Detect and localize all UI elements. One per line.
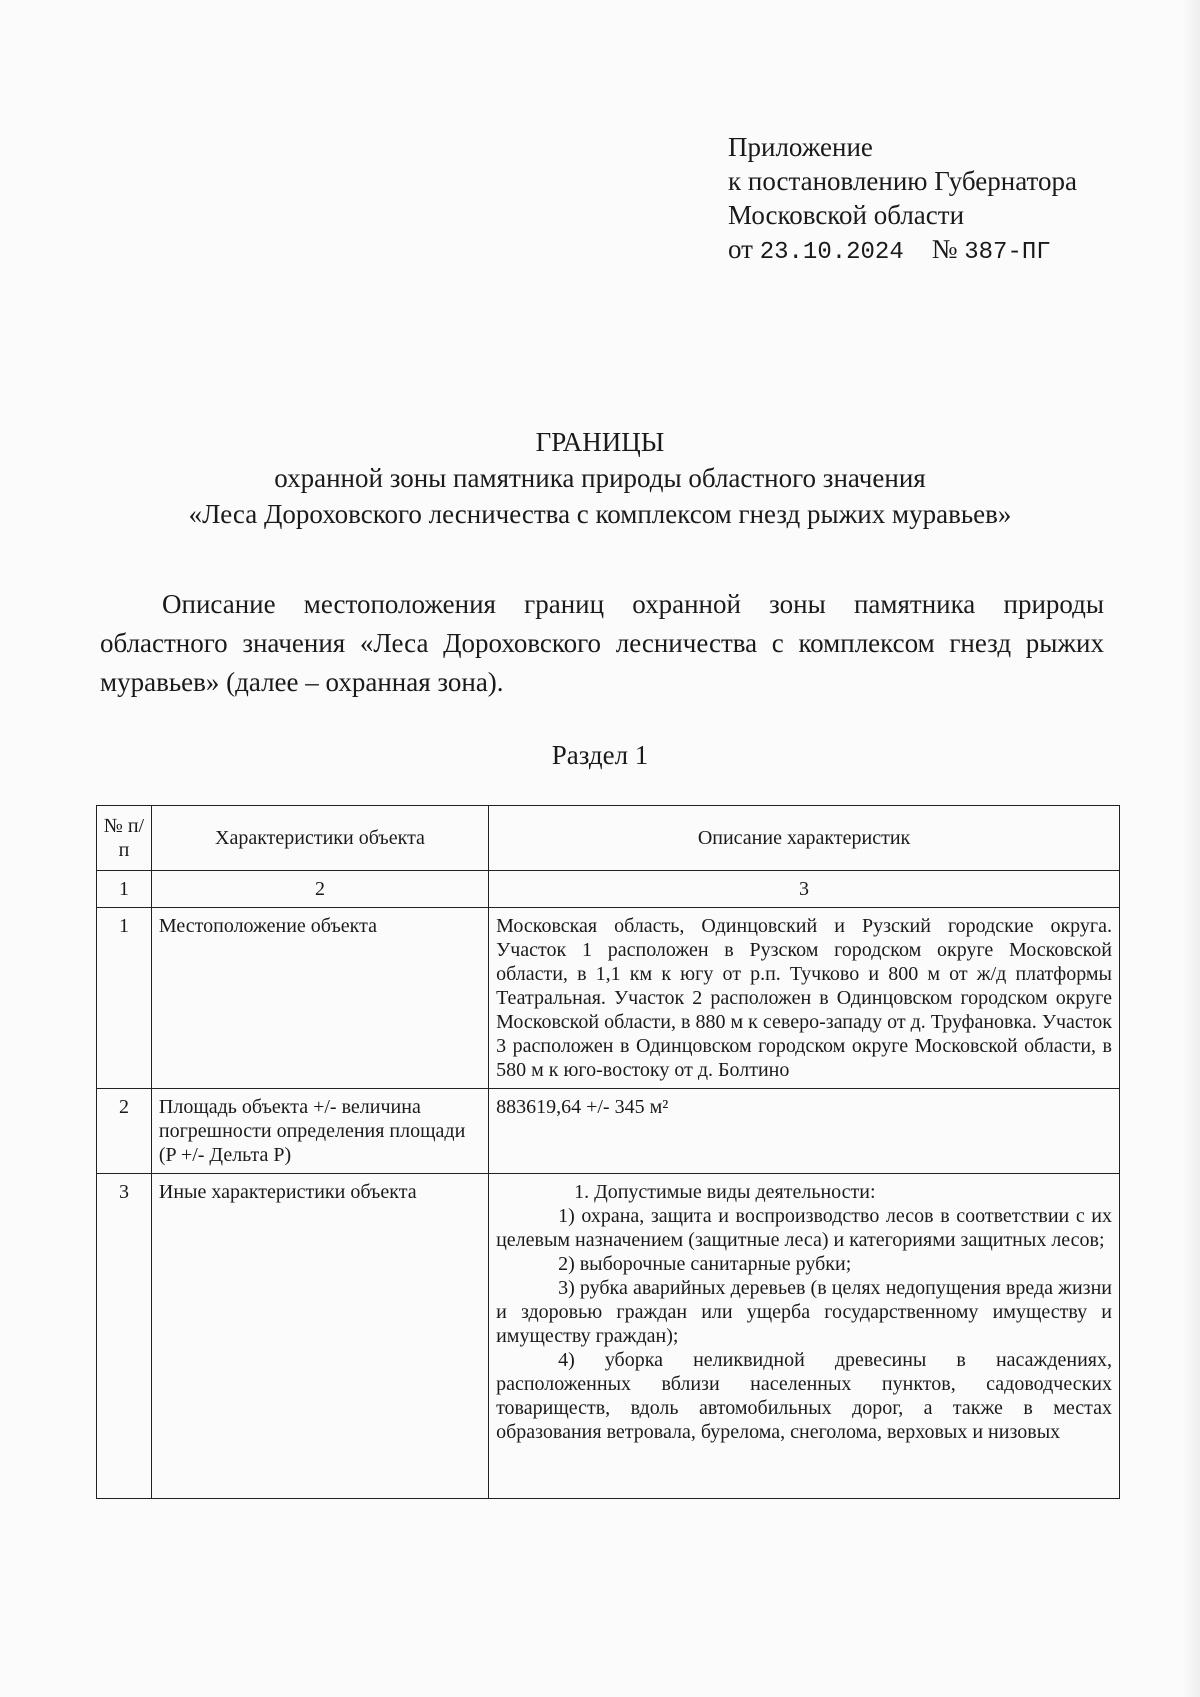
approval-date-line <box>728 232 1077 270</box>
row-number: 2 <box>97 1089 152 1174</box>
table-row <box>97 908 1120 1089</box>
approval-number: 387-ПГ <box>964 239 1051 266</box>
header-number: № п/п <box>97 806 152 871</box>
scan-edge <box>1182 0 1200 1697</box>
heading-title: ГРАНИЦЫ <box>535 427 665 457</box>
heading-line-2: охранной зоны памятника природы областного значения <box>274 463 926 493</box>
row-number: 3 <box>97 1174 152 1499</box>
row-description: Московская область, Одинцовский и Рузский городские округа. Участок 1 расположен в Рузском городском округе Московской области, в 1,1 км к югу от р.п. Тучково и 800 м от ж/д платформы Театральная. Участок 2 расположен в Одинцовском городском округе Московской области, в 880 м к северо-западу от д. Труфановка. Участок 3 расположен в Одинцовском городском округе Московской области, в 580 м к юго-востоку от д. Болтино <box>489 908 1120 1089</box>
row-description <box>489 1174 1120 1499</box>
characteristics-table <box>96 805 1120 1499</box>
row-number: 1 <box>97 908 152 1089</box>
header-description: Описание характеристик <box>489 806 1120 871</box>
activity-heading: 1. Допустимые виды деятельности: <box>574 1181 876 1203</box>
row-characteristic: Площадь объекта +/- величина погрешности определения площади (P +/- Дельта P) <box>151 1089 488 1174</box>
row-characteristic: Местоположение объекта <box>151 908 488 1089</box>
column-numbering-row <box>97 871 1120 908</box>
section-title: Раздел 1 <box>551 740 649 770</box>
activity-item: 3) рубка аварийных деревьев (в целях недопущения вреда жизни и здоровью граждан или ущерба государственному имуществу и имуществу граждан); <box>496 1277 1112 1347</box>
intro-paragraph: Описание местоположения границ охранной зоны памятника природы областного значения «Леса Дороховского лесничества с комплексом гнезд рыжих муравьев» (далее – охранная зона). <box>100 589 1104 697</box>
column-number-3: 3 <box>489 871 1120 908</box>
column-number-2: 2 <box>151 871 488 908</box>
approval-line-3: Московской области <box>728 200 965 230</box>
approval-date: 23.10.2024 <box>759 239 904 266</box>
table-row <box>97 1089 1120 1174</box>
table-row <box>97 1174 1120 1499</box>
heading-line-3: «Леса Дороховского лесничества с комплексом гнезд рыжих муравьев» <box>188 499 1012 529</box>
activity-item: 2) выборочные санитарные рубки; <box>558 1253 852 1275</box>
approval-line-2: к постановлению Губернатора <box>728 166 1077 196</box>
approval-line-1: Приложение <box>728 132 873 162</box>
number-sign: № <box>931 234 958 264</box>
row-characteristic: Иные характеристики объекта <box>151 1174 488 1499</box>
date-prefix: от <box>728 234 753 264</box>
activity-item: 4) уборка неликвидной древесины в насаждениях, расположенных вблизи населенных пунктов, садоводческих товариществ, вдоль автомобильных дорог, а также в местах образования ветровала, бурелома, снеголома, верховых и низовых <box>496 1349 1112 1443</box>
row-description: 883619,64 +/- 345 м² <box>489 1089 1120 1174</box>
column-number-1: 1 <box>97 871 152 908</box>
approval-block <box>728 130 1077 270</box>
document-heading <box>100 424 1100 532</box>
header-characteristics: Характеристики объекта <box>151 806 488 871</box>
activity-item: 1) охрана, защита и воспроизводство лесов в соответствии с их целевым назначением (защитные леса) и категориями защитных лесов; <box>496 1205 1112 1251</box>
table-header-row <box>97 806 1120 871</box>
